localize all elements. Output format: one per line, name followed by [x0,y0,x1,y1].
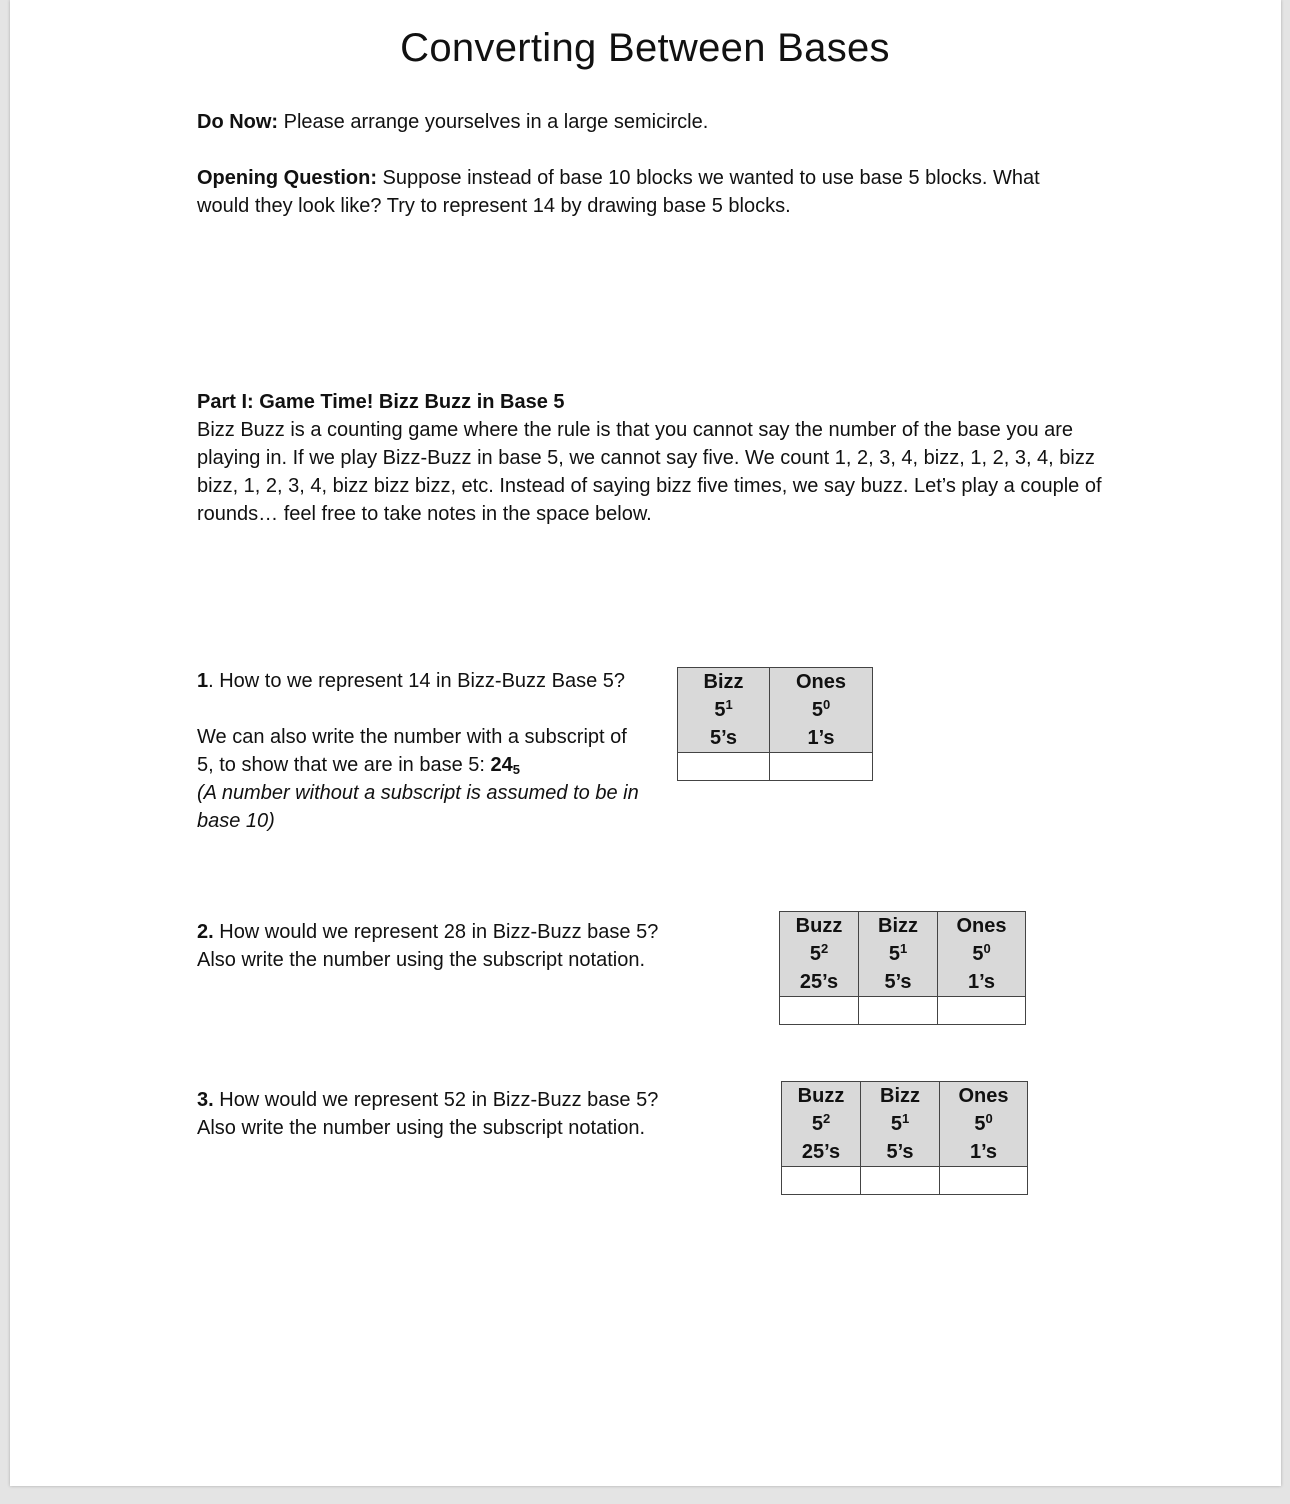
question-1-italic-note: (A number without a subscript is assumed to be in base 10) [197,782,639,832]
question-1-note [197,723,647,779]
answer-cell-bizz[interactable] [861,1167,940,1195]
column-header-bizz: Bizz $5^1$ 5’s [861,1082,940,1167]
answer-cell-ones[interactable] [770,753,873,781]
opening-question-text: Suppose instead of base 10 blocks we wanted to use base 5 blocks. What would they look like? Try to represent 14 by drawing base 5 blocks. [197,167,1040,217]
column-header-buzz: Buzz $5^2$ 25’s [782,1082,861,1167]
do-now-label: Do Now: [197,111,279,133]
column-header-bizz: Bizz $5^1$ 5’s [859,912,938,997]
question-2-number: 2. [197,921,214,943]
question-3: 3. How would we represent 52 in Bizz-Buzz base 5? Also write the number using the subscript notation. [197,1089,659,1139]
question-3-number: 3. [197,1089,214,1111]
part1-heading: Part I: Game Time! Bizz Buzz in Base 5 [197,391,565,413]
place-value-table-q1 [677,667,873,781]
do-now-paragraph [197,108,708,136]
question-1-number: 1 [197,670,209,692]
page-title: Converting Between Bases [400,26,890,70]
question-2: 2. How would we represent 28 in Bizz-Buzz base 5? Also write the number using the subscript notation. [197,921,659,971]
answer-cell-ones[interactable] [940,1167,1028,1195]
place-value-table-q3 [781,1081,1028,1195]
column-header-ones: Ones $5^0$ 1’s [938,912,1026,997]
question-1-note-text: We can also write the number with a subscript of 5, to show that we are in base 5: [197,726,627,776]
part1-body: Bizz Buzz is a counting game where the rule is that you cannot say the number of the base you are playing in. If we play Bizz-Buzz in base 5, we cannot say five. We count 1, 2, 3, 4, bizz, 1, 2, 3, 4, bizz bizz, 1, 2, 3, 4, bizz bizz bizz, etc. Instead of saying bizz five times, we say buzz. Let’s play a couple of rounds… feel free to take notes in the space below. [197,419,1102,525]
answer-cell-buzz[interactable] [782,1167,861,1195]
answer-cell-ones[interactable] [938,997,1026,1025]
opening-question-label: Opening Question: [197,167,377,189]
answer-cell-bizz[interactable] [678,753,770,781]
question-1-text: . How to we represent 14 in Bizz-Buzz Base 5? [208,670,625,692]
answer-cell-buzz[interactable] [780,997,859,1025]
column-header-ones: Ones $5^0$ 1’s [770,668,873,753]
opening-question-paragraph [197,164,1077,220]
column-header-ones: Ones $5^0$ 1’s [940,1082,1028,1167]
column-header-buzz: Buzz $5^2$ 25’s [780,912,859,997]
question-1-note-value: $24_5$ [490,754,520,777]
column-header-bizz: Bizz $5^1$ 5’s [678,668,770,753]
question-1 [197,667,625,695]
place-value-table-q2 [779,911,1026,1025]
do-now-text: Please arrange yourselves in a large semicircle. [278,111,709,133]
answer-cell-bizz[interactable] [859,997,938,1025]
